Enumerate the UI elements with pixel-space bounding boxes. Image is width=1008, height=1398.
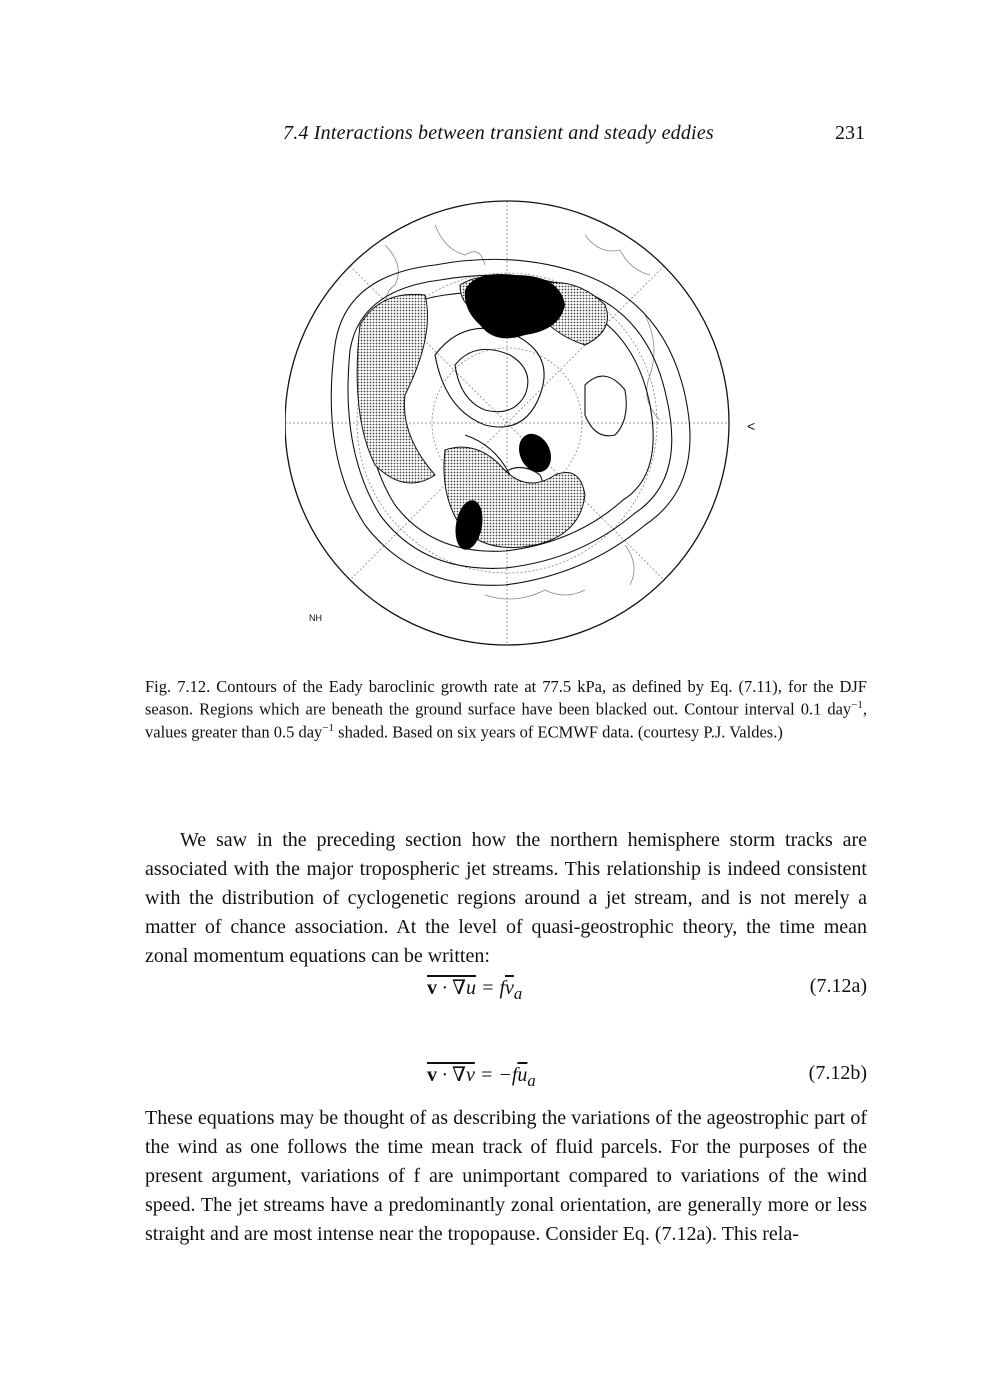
- caption-text-1: Fig. 7.12. Contours of the Eady baroclinic growth rate at 77.5 kPa, as defined by Eq. (7.11), for the DJF season. Regions which are beneath the ground surface have been blacked out. Contour interval 0.1 day: [145, 677, 867, 719]
- eq1-lhs-rest: · ∇u: [437, 977, 476, 999]
- figure-caption: [145, 677, 867, 741]
- paragraph-2: [145, 1104, 867, 1249]
- eq2-rhs-overline: $\overline{u}$: [517, 1064, 528, 1086]
- paragraph-1-text: We saw in the preceding section how the northern hemisphere storm tracks are associated with the major tropospheric jet streams. This relationship is indeed consistent with the distribution of cyclogenetic regions around a jet stream, and is not merely a matter of chance association. At the level of quasi-geostrophic theory, the time mean zonal momentum equations can be written:: [145, 829, 867, 967]
- caption-sup-1: −1: [851, 699, 863, 711]
- eq2-rhs-sub: a: [527, 1071, 536, 1090]
- eq1-rhs-overline: $\overline{v}$: [505, 977, 514, 999]
- paragraph-2-text: These equations may be thought of as describing the variations of the ageostrophic part of the wind as one follows the time mean track of fluid parcels. For the purposes of the present argument, variations of f are unimportant compared to variations of the wind speed. The jet streams have a predominantly zonal orientation, are generally more or less straight and are most intense near the tropopause. Consider Eq. (7.12a). This rela-: [145, 1107, 867, 1245]
- eq1-lhs-vector: v: [427, 977, 437, 999]
- eq1-rhs-sub: a: [513, 984, 523, 1003]
- eq1-rhs-prefix: = f: [475, 977, 506, 999]
- page-number: 231: [835, 122, 865, 144]
- caption-text-2: , values greater than 0.5 day: [145, 699, 867, 741]
- eq2-lhs-vector: v: [427, 1064, 437, 1086]
- map-content: [285, 201, 729, 645]
- running-title: 7.4 Interactions between transient and steady eddies: [283, 122, 714, 144]
- graticule-lines: [285, 201, 729, 645]
- eq2-lhs-rest: · ∇v: [437, 1064, 475, 1086]
- equation-7-12b-body: [427, 1062, 536, 1091]
- caption-sup-2: −1: [322, 721, 335, 734]
- page-header: [283, 122, 865, 152]
- caption-text-3: shaded. Based on six years of ECMWF data. (courtesy P.J. Valdes.): [334, 722, 783, 741]
- equation-7-12a: [145, 975, 867, 1005]
- polar-contour-map: [285, 195, 760, 655]
- paragraph-1: [145, 826, 867, 971]
- eq2-rhs-prefix: = −f: [474, 1064, 518, 1086]
- side-marker: <: [747, 418, 756, 434]
- polar-map-figure: [285, 195, 760, 655]
- equation-7-12a-number: (7.12a): [809, 975, 867, 997]
- equation-7-12b: [145, 1062, 867, 1092]
- equation-7-12b-number: (7.12b): [808, 1062, 867, 1084]
- equation-7-12a-body: [427, 975, 522, 1004]
- hemisphere-label: NH: [309, 613, 322, 623]
